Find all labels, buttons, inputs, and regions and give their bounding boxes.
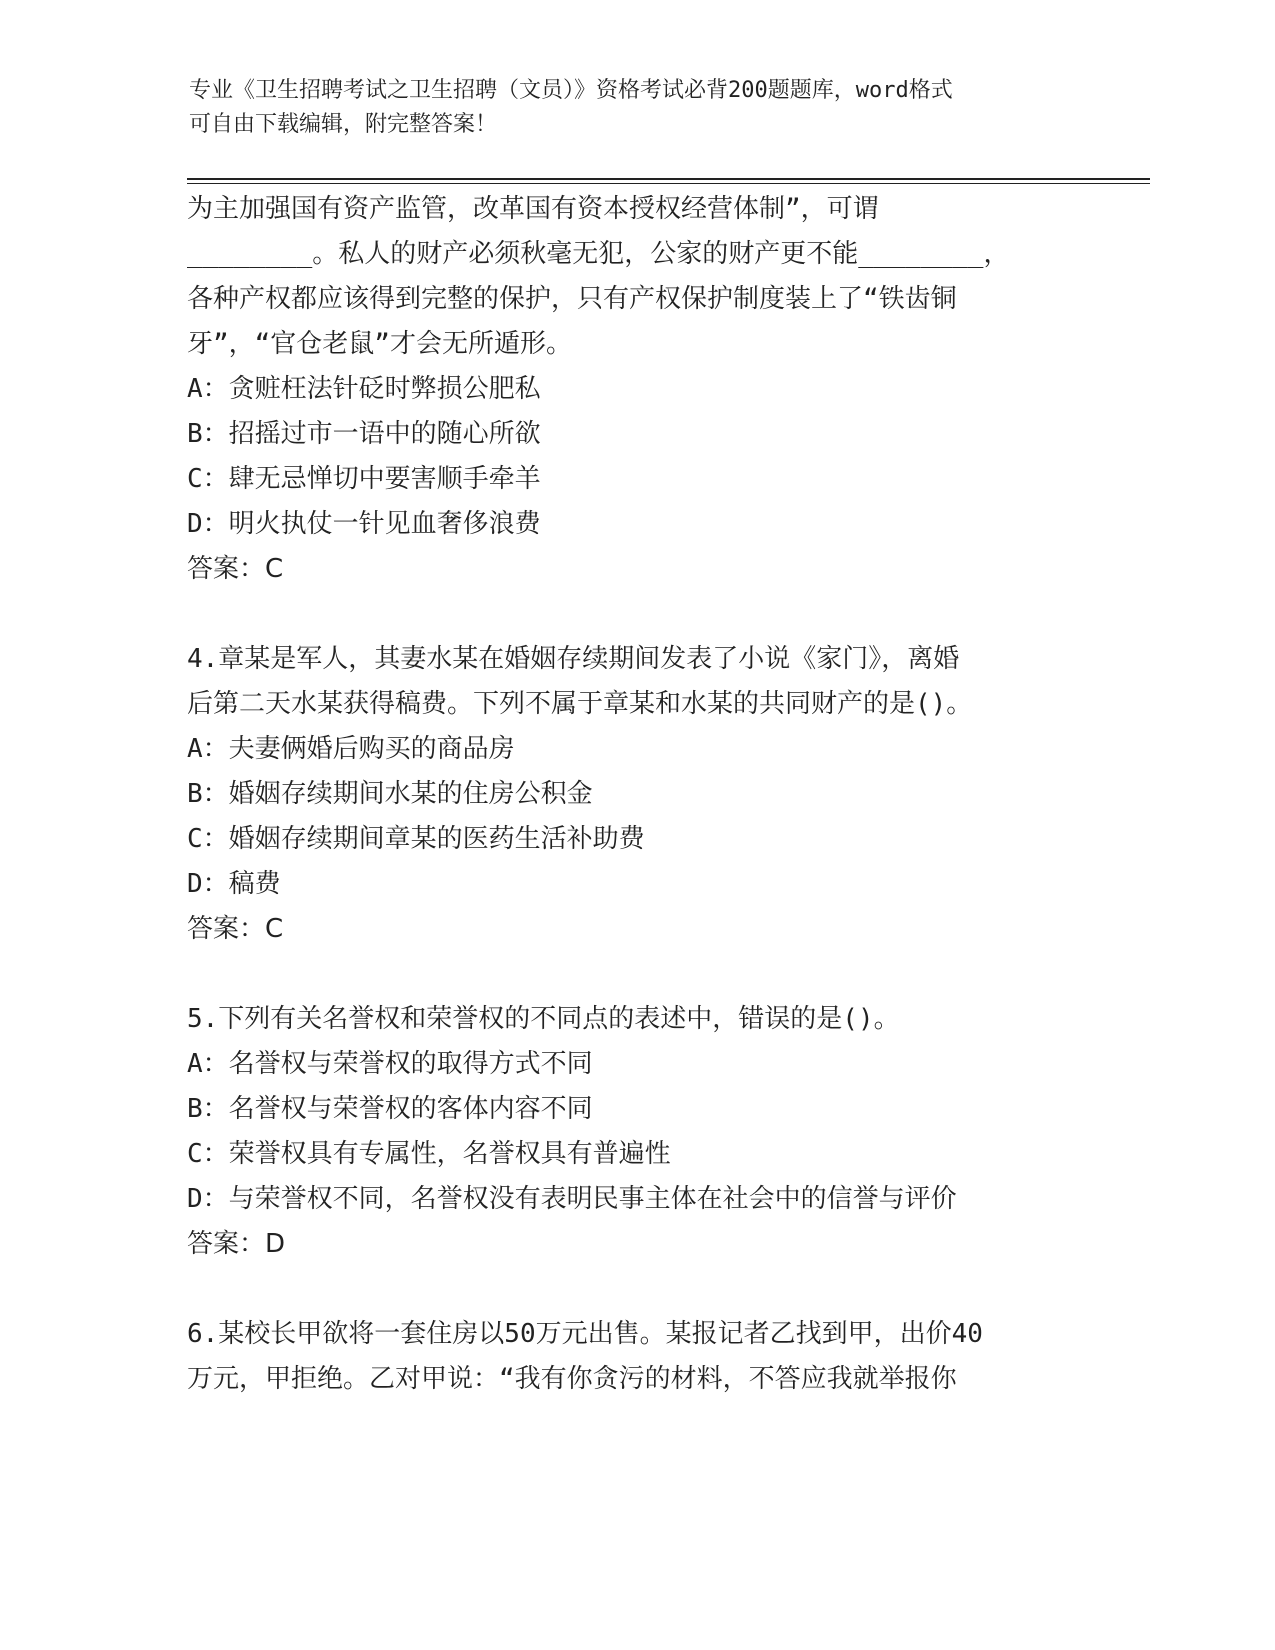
- answer-line: 答案：C: [187, 914, 284, 944]
- option-b: B：招摇过市一语中的随心所欲: [187, 419, 541, 449]
- question-stem-line: 为主加强国有资产监管，改革国有资本授权经营体制”，可谓: [187, 194, 879, 224]
- question-3: [187, 187, 1117, 592]
- page-header: [189, 74, 1089, 142]
- option-a: A：贪赃枉法针砭时弊损公肥私: [187, 374, 541, 404]
- question-stem-line: ________。私人的财产必须秋毫无犯，公家的财产更不能________，: [187, 239, 1010, 269]
- option-c: C：婚姻存续期间章某的医药生活补助费: [187, 824, 645, 854]
- option-c: C：肆无忌惮切中要害顺手牵羊: [187, 464, 541, 494]
- question-4: [187, 637, 1117, 952]
- answer-line: 答案：C: [187, 554, 284, 584]
- question-stem-line: 后第二天水某获得稿费。下列不属于章某和水某的共同财产的是()。: [187, 689, 973, 719]
- spacer: [187, 952, 1117, 997]
- question-stem-line: 4.章某是军人，其妻水某在婚姻存续期间发表了小说《家门》，离婚: [187, 644, 960, 674]
- header-rule-thin: [187, 183, 1150, 184]
- option-a: A：夫妻俩婚后购买的商品房: [187, 734, 515, 764]
- question-6: [187, 1312, 1117, 1402]
- question-stem-line: 各种产权都应该得到完整的保护，只有产权保护制度装上了“铁齿铜: [187, 284, 957, 314]
- question-stem-line: 牙”，“官仓老鼠”才会无所遁形。: [187, 329, 572, 359]
- answer-line: 答案：D: [187, 1229, 286, 1259]
- spacer: [187, 592, 1117, 637]
- question-stem-line: 万元，甲拒绝。乙对甲说：“我有你贪污的材料，不答应我就举报你: [187, 1364, 957, 1394]
- option-b: B：名誉权与荣誉权的客体内容不同: [187, 1094, 593, 1124]
- spacer: [187, 1267, 1117, 1312]
- question-5: [187, 997, 1117, 1267]
- option-a: A：名誉权与荣誉权的取得方式不同: [187, 1049, 593, 1079]
- header-line-1: 专业《卫生招聘考试之卫生招聘（文员）》资格考试必背200题题库，word格式: [189, 78, 953, 103]
- option-b: B：婚姻存续期间水某的住房公积金: [187, 779, 593, 809]
- question-content: [187, 187, 1117, 1402]
- header-line-2: 可自由下载编辑，附完整答案！: [189, 112, 498, 137]
- option-c: C：荣誉权具有专属性，名誉权具有普遍性: [187, 1139, 671, 1169]
- header-rule-thick: [187, 178, 1150, 180]
- option-d: D：稿费: [187, 869, 281, 899]
- question-stem-line: 5.下列有关名誉权和荣誉权的不同点的表述中，错误的是()。: [187, 1004, 900, 1034]
- option-d: D：与荣誉权不同，名誉权没有表明民事主体在社会中的信誉与评价: [187, 1184, 957, 1214]
- option-d: D：明火执仗一针见血奢侈浪费: [187, 509, 541, 539]
- question-stem-line: 6.某校长甲欲将一套住房以50万元出售。某报记者乙找到甲，出价40: [187, 1319, 983, 1349]
